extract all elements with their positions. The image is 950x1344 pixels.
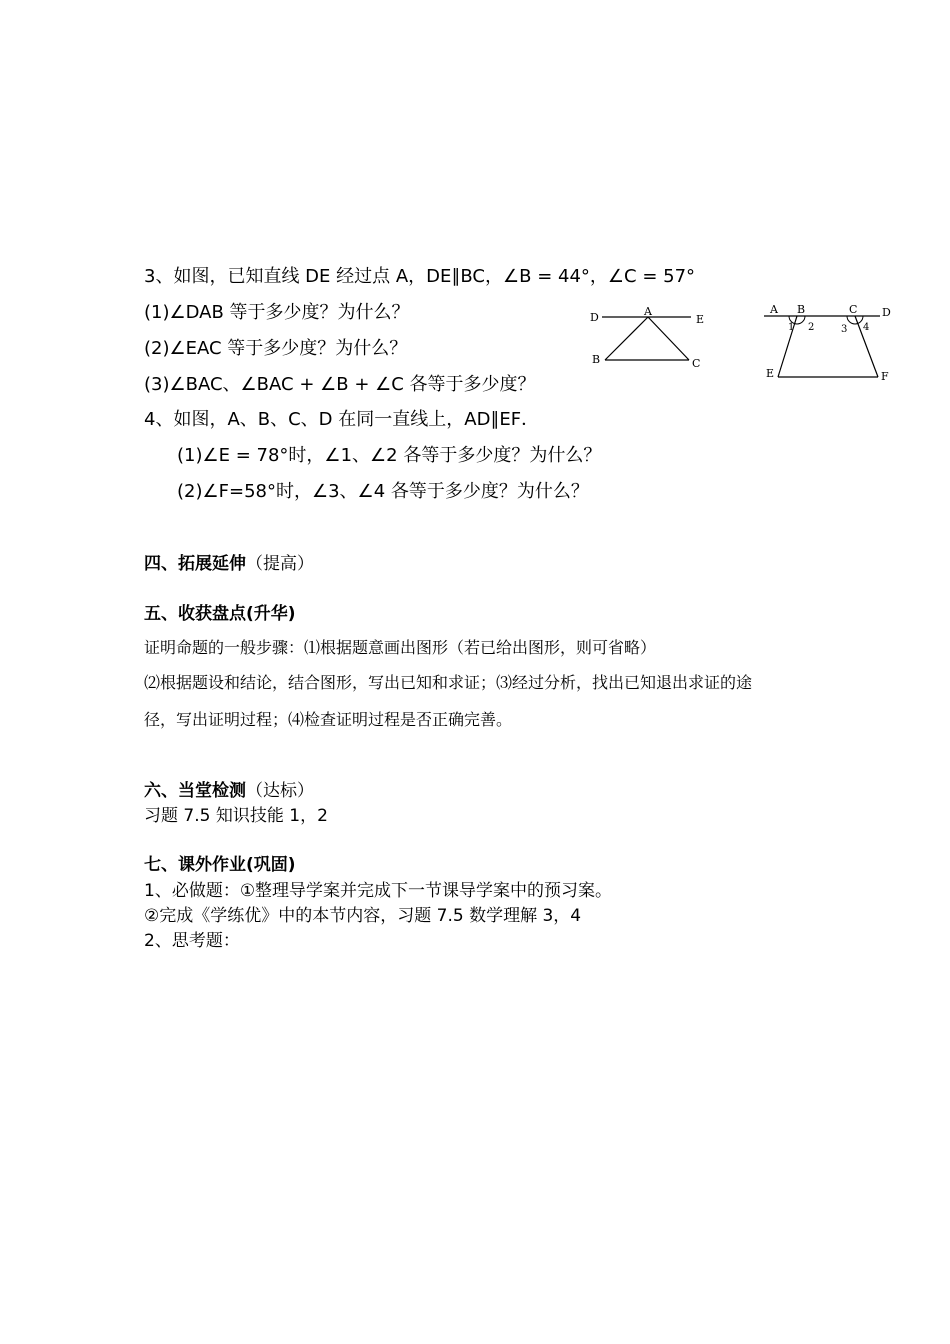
label-f: F (881, 370, 889, 383)
problem4-q1: (1)∠E = 78°时，∠1、∠2 各等于多少度？为什么？ (177, 445, 602, 466)
problem3-stem: 3、如图，已知直线 DE 经过点 A，DE∥BC，∠B = 44°，∠C = 57° (144, 266, 696, 287)
label-angle-3: 3 (841, 324, 848, 335)
section7-line1: 1、必做题：①整理导学案并完成下一节课导学案中的预习案。 (144, 881, 613, 901)
section7-heading (144, 850, 296, 875)
section5-paren: (升华) (246, 604, 296, 624)
label-d: D (590, 311, 599, 324)
label-c: C (692, 357, 701, 370)
section6-heading (144, 776, 314, 801)
section7-title: 七、课外作业 (144, 855, 246, 875)
section7-line2: ②完成《学练优》中的本节内容，习题 7.5 数学理解 3，4 (144, 906, 582, 926)
problem4-q2: (2)∠F=58°时，∠3、∠4 各等于多少度？为什么？ (177, 481, 589, 502)
section6-paren: （达标） (246, 781, 314, 801)
section7-line3: 2、思考题： (144, 931, 240, 951)
section6-body: 习题 7.5 知识技能 1，2 (144, 806, 328, 826)
label-a: A (644, 305, 652, 318)
label-b: B (592, 353, 601, 366)
figure-triangle-de-parallel-bc (588, 305, 713, 375)
problem3-q2: (2)∠EAC 等于多少度？为什么？ (144, 338, 408, 359)
segment-ac (648, 317, 689, 360)
section5-title: 五、收获盘点 (144, 604, 246, 624)
label-e: E (766, 367, 775, 380)
label-d: D (882, 306, 891, 319)
section5-heading (144, 599, 296, 624)
label-e: E (696, 313, 705, 326)
label-a: A (770, 303, 778, 316)
segment-ab (605, 317, 648, 360)
section6-title: 六、当堂检测 (144, 781, 246, 801)
section5-line1: 证明命题的一般步骤：⑴根据题意画出图形（若已给出图形，则可省略） (144, 638, 657, 657)
section4-heading (144, 549, 314, 574)
label-angle-1: 1 (788, 322, 795, 333)
problem3-q1: (1)∠DAB 等于多少度？为什么？ (144, 302, 410, 323)
section4-title: 四、拓展延伸 (144, 554, 246, 574)
section4-paren: （提高） (246, 554, 314, 574)
problem3-q3: (3)∠BAC、∠BAC + ∠B + ∠C 各等于多少度？ (144, 374, 536, 395)
section5-line2: ⑵根据题设和结论，结合图形，写出已知和求证；⑶经过分析，找出已知退出求证的途 (144, 673, 753, 692)
problem4-stem: 4、如图，A、B、C、D 在同一直线上，AD∥EF． (144, 409, 540, 430)
label-b: B (797, 303, 806, 316)
section5-line3: 径，写出证明过程；⑷检查证明过程是否正确完善。 (144, 710, 513, 729)
figure-trapezoid-ad-parallel-ef (760, 300, 900, 385)
label-angle-4: 4 (863, 322, 870, 333)
section7-paren: (巩固) (246, 855, 296, 875)
label-c: C (849, 303, 858, 316)
label-angle-2: 2 (808, 322, 815, 333)
